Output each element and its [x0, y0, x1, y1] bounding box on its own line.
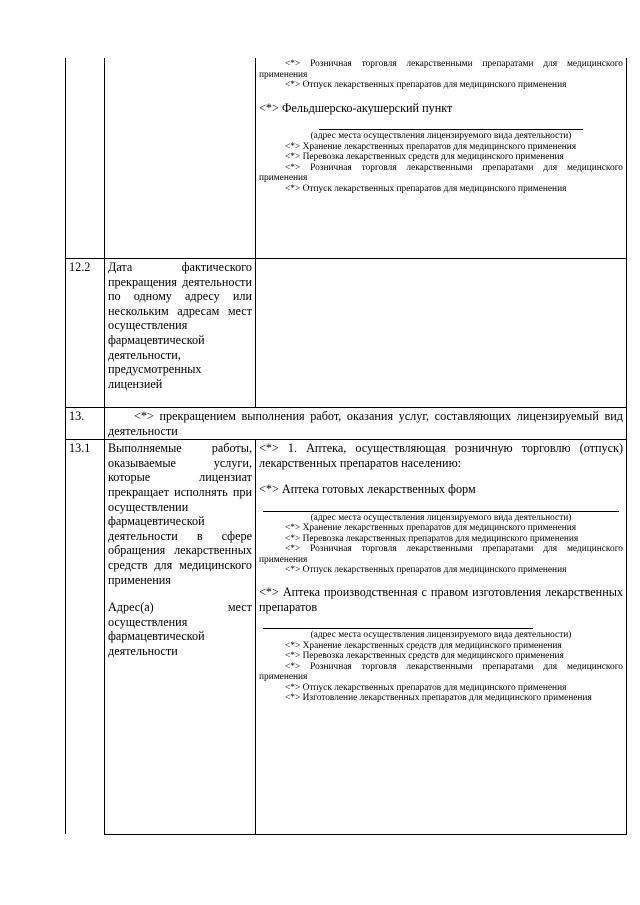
activity-item: <*> Розничная торговля лекарственными препаратами для медицинского применения — [259, 162, 623, 184]
activity-item: <*> Перевозка лекарственных препаратов для медицинского применения — [285, 533, 579, 544]
production-address-caption: (адрес места осуществления лицензируемого вида деятельности) — [310, 630, 572, 641]
table-row-12-2 — [66, 259, 627, 408]
activity-item: <*> Отпуск лекарственных препаратов для медицинского применения — [285, 565, 567, 576]
activity-item: <*> Розничная торговля лекарственными препаратами для медицинского применения — [259, 661, 623, 683]
row-label: Дата фактического прекращения деятельности по одному адресу или нескольким адресам мест осуществления фармацевтической деятельности, предусмотренных лицензией — [105, 259, 256, 408]
row-label: Выполняемые работы, оказываемые услуги, которые лицензиат прекращает исполнять при осуществлении фармацевтической деятельности в сфере обращения лекарственных средств для медицинского применения — [108, 441, 252, 587]
activity-item: <*> Изготовление лекарственных препаратов для медицинского применения — [285, 693, 592, 704]
address-line — [319, 124, 583, 130]
production-title: <*> Аптека производственная с правом изготовления лекарственных препаратов — [259, 584, 623, 614]
activity-item: <*> Перевозка лекарственных средств для медицинского применения — [285, 651, 564, 662]
activity-item: <*> Розничная торговля лекарственными препаратами для медицинского применения — [259, 59, 623, 80]
row-continued-num-cell — [66, 58, 105, 259]
activity-item: <*> Хранение лекарственных препаратов для медицинского применения — [285, 141, 577, 152]
table-row-13-1 — [66, 440, 627, 835]
fap-address-caption: (адрес места осуществления лицензируемого вида деятельности) — [310, 131, 572, 142]
termination-option[interactable]: <*> прекращением выполнения работ, оказания услуг, составляющих лицензируемый вид деятельности — [105, 408, 627, 440]
termination-date-value[interactable] — [256, 259, 627, 408]
activity-item: <*> Розничная торговля лекарственными препаратами для медицинского применения — [259, 544, 623, 565]
row-label-cell — [105, 440, 256, 835]
activity-item: <*> Отпуск лекарственных препаратов для медицинского применения — [285, 80, 567, 90]
activity-item: <*> Отпуск лекарственных препаратов для медицинского применения — [285, 682, 567, 693]
row-continued-label-cell — [105, 58, 256, 259]
address-line — [263, 505, 619, 512]
row-value-cell — [256, 440, 627, 835]
row-number: 13. — [66, 408, 105, 440]
license-form-table — [65, 58, 627, 835]
pharmacy-address-caption: (адрес места осуществления лицензируемого вида деятельности) — [310, 512, 572, 523]
address-line — [263, 620, 533, 629]
pharmacy-intro: <*> 1. Аптека, осуществляющая розничную торговлю (отпуск) лекарственных препаратов населению: — [259, 441, 623, 470]
activity-item: <*> Отпуск лекарственных препаратов для медицинского применения — [285, 183, 567, 194]
row-continued-value-cell — [256, 58, 627, 259]
row-number: 12.2 — [66, 259, 105, 408]
activity-item: <*> Хранение лекарственных средств для медицинского применения — [285, 640, 562, 651]
row-label-address: Адрес(а) мест осуществления фармацевтической деятельности — [108, 600, 252, 658]
table-row-13 — [66, 408, 627, 440]
activity-item: <*> Перевозка лекарственных средств для медицинского применения — [285, 152, 564, 163]
row-number: 13.1 — [66, 440, 105, 835]
table-row-continued — [66, 58, 627, 259]
activity-item: <*> Хранение лекарственных препаратов для медицинского применения — [285, 523, 577, 534]
pharmacy-title: <*> Аптека готовых лекарственных форм — [259, 482, 476, 497]
fap-title: <*> Фельдшерско-акушерский пункт — [259, 100, 453, 115]
